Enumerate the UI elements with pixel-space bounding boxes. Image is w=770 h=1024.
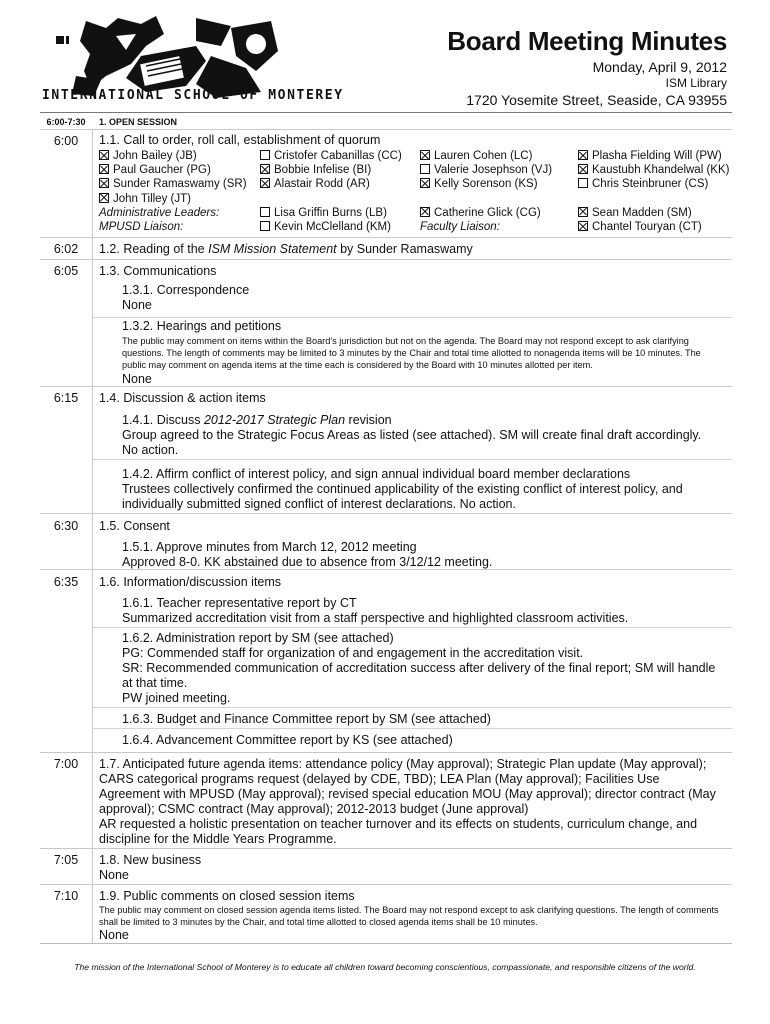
item-title: 1.8. New business None	[99, 853, 202, 882]
minutes-table	[40, 112, 732, 944]
attendee: Lisa Griffin Burns (LB)	[260, 206, 402, 220]
checked-box-icon	[260, 164, 270, 174]
attendee: Lauren Cohen (LC)	[420, 149, 552, 163]
item-row	[40, 237, 732, 260]
checked-box-icon	[420, 150, 430, 160]
checked-box-icon	[420, 207, 430, 217]
item-title: 1.9. Public comments on closed session items	[99, 889, 355, 903]
checked-box-icon	[578, 221, 588, 231]
faculty-label: Faculty Liaison:	[420, 221, 500, 234]
subitem-divider	[93, 459, 732, 460]
subitem-1-4-1: 1.4.1. Discuss 2012-2017 Strategic Plan revision Group agreed to the Strategic Focus Areas as listed (see attached). SM will create final draft accordingly. No action.	[122, 413, 702, 457]
session-bar	[40, 113, 732, 129]
attendee: Alastair Rodd (AR)	[260, 177, 402, 191]
attendee: Catherine Glick (CG)	[420, 206, 552, 220]
item-body: None	[99, 928, 129, 942]
item-time: 7:10	[53, 889, 79, 903]
attendance-col-1	[99, 149, 247, 234]
attendee: John Tilley (JT)	[99, 192, 247, 206]
item-row	[40, 884, 732, 944]
attendee: John Bailey (JB)	[99, 149, 247, 163]
empty-box-icon	[260, 150, 270, 160]
item-title: 1.1. Call to order, roll call, establishment of quorum	[99, 133, 381, 147]
session-label: 1. OPEN SESSION	[99, 117, 178, 127]
subitem-1-6-3: 1.6.3. Budget and Finance Committee report by SM (see attached)	[122, 712, 491, 726]
attendee: Sunder Ramaswamy (SR)	[99, 177, 247, 191]
item-time: 7:00	[53, 757, 79, 771]
checked-box-icon	[99, 178, 109, 188]
item-time: 6:15	[53, 391, 79, 405]
empty-box-icon	[578, 178, 588, 188]
item-row	[40, 848, 732, 885]
subitem-1-6-1: 1.6.1. Teacher representative report by CT Summarized accreditation visit from a staff perspective and highlighted classroom activities.	[122, 596, 629, 625]
meeting-address: 1720 Yosemite Street, Seaside, CA 93955	[466, 92, 727, 108]
item-row	[40, 569, 732, 753]
attendee: Kevin McClelland (KM)	[260, 220, 402, 234]
public-comment-note: The public may comment on items within the Board's jurisdiction but not on the agenda. The Board may not respond except to ask clarifying questions. The length of comments may be limited to 3 minutes by the Chair and total time allotted to nonagenda items will be 10 minutes. The public may comment on agenda items at the time each is considered by the Board with 10 minutes allotted per item.	[122, 336, 701, 370]
attendee: Paul Gaucher (PG)	[99, 163, 247, 177]
item-time: 6:00	[53, 134, 79, 148]
checked-box-icon	[578, 207, 588, 217]
checked-box-icon	[420, 178, 430, 188]
item-row	[40, 386, 732, 514]
item-time: 7:05	[53, 853, 79, 867]
checked-box-icon	[578, 164, 588, 174]
checked-box-icon	[99, 150, 109, 160]
attendance-col-2	[260, 149, 402, 234]
checked-box-icon	[578, 150, 588, 160]
subitem-1-5-1: 1.5.1. Approve minutes from March 12, 2012 meeting Approved 8-0. KK abstained due to absence from 3/12/12 meeting.	[122, 540, 493, 569]
meeting-date: Monday, April 9, 2012	[592, 59, 727, 75]
item-title: 1.7. Anticipated future agenda items: attendance policy (May approval); Strategic Plan update (May approval); CARS categorical programs request (delayed by CDE, TBD); LEA Plan (May approval); Facilities Use Agreement with MPUSD (May approval); revised special education MOU (May approval); director contract (May approval); CSMC contract (May approval); 2012-2013 budget (June approval) AR requested a holistic presentation on teacher turnover and its effects on students, curriculum change, and discipline for the Middle Years Programme.	[99, 757, 716, 846]
empty-box-icon	[260, 207, 270, 217]
subitem-divider	[93, 317, 732, 318]
attendee: Kaustubh Khandelwal (KK)	[578, 163, 729, 177]
subitem-1-4-2: 1.4.2. Affirm conflict of interest policy, and sign annual individual board member declarations Trustees collectively confirmed the continued applicability of the existing conflict of interest policy, and individually submitted signed conflict of interest declarations. No action.	[122, 467, 683, 511]
school-name: INTERNATIONAL SCHOOL OF MONTEREY	[42, 88, 344, 103]
item-row	[40, 513, 732, 570]
header-block	[447, 26, 727, 109]
attendee: Sean Madden (SM)	[578, 206, 729, 220]
subitem-divider	[93, 707, 732, 708]
attendee: Cristofer Cabanillas (CC)	[260, 149, 402, 163]
item-row	[40, 129, 732, 250]
empty-box-icon	[260, 221, 270, 231]
attendee: Plasha Fielding Will (PW)	[578, 149, 729, 163]
item-title: 1.3. Communications	[99, 264, 217, 278]
subitem-1-6-4: 1.6.4. Advancement Committee report by KS (see attached)	[122, 733, 453, 747]
item-row	[40, 752, 732, 853]
mpusd-label: MPUSD Liaison:	[99, 221, 184, 234]
item-time: 6:35	[53, 575, 79, 589]
empty-box-icon	[420, 164, 430, 174]
attendee: Chris Steinbruner (CS)	[578, 177, 729, 191]
checked-box-icon	[99, 164, 109, 174]
admin-label: Administrative Leaders:	[99, 206, 220, 219]
item-time: 6:30	[53, 519, 79, 533]
closed-session-note: The public may comment on closed session agenda items listed. The Board may not respond except to ask clarifying questions. The length of comments shall be limited to 3 minutes by the Chair, and total time allotted to closed agenda items shall be 10 minutes.	[99, 905, 719, 927]
attendee: Valerie Josephson (VJ)	[420, 163, 552, 177]
checked-box-icon	[260, 178, 270, 188]
attendee: Bobbie Infelise (BI)	[260, 163, 402, 177]
item-time: 6:02	[53, 242, 79, 256]
attendee: Kelly Sorenson (KS)	[420, 177, 552, 191]
page-title: Board Meeting Minutes	[447, 26, 727, 56]
item-title: 1.6. Information/discussion items	[99, 575, 282, 589]
attendance-col-3	[420, 149, 552, 234]
checked-box-icon	[99, 193, 109, 203]
item-time: 6:05	[53, 264, 79, 278]
session-time: 6:00-7:30	[46, 117, 86, 127]
subitem-1-3-1: 1.3.1. Correspondence None	[122, 283, 250, 312]
item-title: 1.2. Reading of the ISM Mission Statement by Sunder Ramaswamy	[99, 242, 473, 256]
subitem-divider	[93, 728, 732, 729]
subitem-divider	[93, 627, 732, 628]
meeting-location: ISM Library	[665, 76, 727, 90]
attendance-col-4	[578, 149, 729, 234]
mission-footer: The mission of the International School of Monterey is to educate all children toward becoming conscientious, compassionate, and responsible citizens of the world.	[74, 962, 696, 972]
attendee: Chantel Touryan (CT)	[578, 220, 729, 234]
item-row	[40, 259, 732, 387]
item-title: 1.5. Consent	[99, 519, 170, 533]
item-title: 1.4. Discussion & action items	[99, 391, 266, 405]
subitem-1-3-2: 1.3.2. Hearings and petitions The public may comment on items within the Board's jurisdiction but not on the agenda. The Board may not respond except to ask clarifying questions. The length of comments may be limited to 3 minutes by the Chair and total time allotted to nonagenda items will be 10 minutes. The public may comment on agenda items at the time each is considered by the Board with 10 minutes allotted per item. None	[122, 319, 722, 387]
subitem-1-6-2: 1.6.2. Administration report by SM (see attached) PG: Commended staff for organization of and engagement in the accreditation visit. SR: Recommended communication of accreditation success after delivery of the final report; SM will handle at that time. PW joined meeting.	[122, 631, 716, 705]
